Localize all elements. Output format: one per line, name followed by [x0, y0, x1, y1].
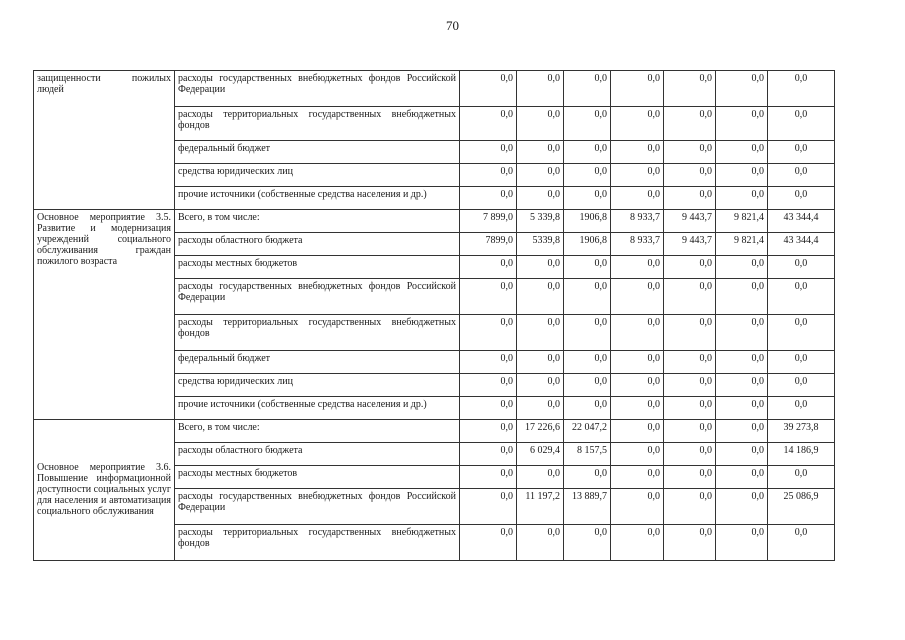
value-cell: 0,0: [664, 71, 716, 107]
value-cell: 0,0: [716, 466, 768, 489]
value-cell: 0,0: [517, 187, 564, 210]
value-cell: 0,0: [460, 141, 517, 164]
value-cell: 0,0: [564, 141, 611, 164]
source-cell: федеральный бюджет: [175, 351, 460, 374]
total-cell: 14 186,9: [768, 443, 835, 466]
total-cell: 0,0: [768, 374, 835, 397]
source-cell: расходы территориальных государственных внебюджетных фондов: [175, 107, 460, 141]
table-row: [34, 210, 835, 233]
value-cell: 0,0: [564, 279, 611, 315]
value-cell: 0,0: [716, 71, 768, 107]
value-cell: 0,0: [611, 164, 664, 187]
value-cell: 22 047,2: [564, 420, 611, 443]
value-cell: 0,0: [664, 397, 716, 420]
value-cell: 0,0: [517, 466, 564, 489]
value-cell: 0,0: [611, 443, 664, 466]
value-cell: 0,0: [460, 525, 517, 561]
value-cell: 0,0: [716, 164, 768, 187]
value-cell: 0,0: [611, 397, 664, 420]
value-cell: 0,0: [517, 107, 564, 141]
total-cell: 0,0: [768, 256, 835, 279]
value-cell: 0,0: [564, 466, 611, 489]
value-cell: 7899,0: [460, 233, 517, 256]
value-cell: 0,0: [611, 525, 664, 561]
value-cell: 8 933,7: [611, 233, 664, 256]
value-cell: 0,0: [716, 141, 768, 164]
total-cell: 0,0: [768, 279, 835, 315]
value-cell: 0,0: [460, 466, 517, 489]
value-cell: 0,0: [517, 141, 564, 164]
value-cell: 0,0: [664, 141, 716, 164]
value-cell: 0,0: [517, 279, 564, 315]
value-cell: 0,0: [664, 315, 716, 351]
value-cell: 17 226,6: [517, 420, 564, 443]
total-cell: 0,0: [768, 107, 835, 141]
total-cell: 0,0: [768, 164, 835, 187]
total-cell: 0,0: [768, 187, 835, 210]
value-cell: 0,0: [716, 374, 768, 397]
source-cell: прочие источники (собственные средства населения и др.): [175, 397, 460, 420]
value-cell: 0,0: [564, 315, 611, 351]
activity-cell: Основное мероприятие 3.5. Развитие и модернизация учреждений социального обслуживания граждан пожилого возраста: [34, 210, 175, 420]
value-cell: 0,0: [460, 420, 517, 443]
value-cell: 0,0: [716, 107, 768, 141]
value-cell: 0,0: [664, 374, 716, 397]
source-cell: расходы местных бюджетов: [175, 466, 460, 489]
value-cell: 0,0: [664, 525, 716, 561]
total-cell: 0,0: [768, 466, 835, 489]
value-cell: 0,0: [564, 71, 611, 107]
value-cell: 0,0: [517, 397, 564, 420]
total-cell: 0,0: [768, 351, 835, 374]
value-cell: 0,0: [517, 315, 564, 351]
value-cell: 0,0: [716, 279, 768, 315]
value-cell: 0,0: [664, 351, 716, 374]
value-cell: 0,0: [664, 107, 716, 141]
total-cell: 25 086,9: [768, 489, 835, 525]
total-cell: 43 344,4: [768, 233, 835, 256]
value-cell: 0,0: [716, 420, 768, 443]
value-cell: 0,0: [664, 256, 716, 279]
value-cell: 7 899,0: [460, 210, 517, 233]
value-cell: 8 933,7: [611, 210, 664, 233]
source-cell: расходы местных бюджетов: [175, 256, 460, 279]
value-cell: 0,0: [611, 466, 664, 489]
value-cell: 0,0: [611, 107, 664, 141]
value-cell: 9 821,4: [716, 233, 768, 256]
value-cell: 0,0: [716, 397, 768, 420]
value-cell: 0,0: [517, 351, 564, 374]
value-cell: 9 821,4: [716, 210, 768, 233]
total-cell: 39 273,8: [768, 420, 835, 443]
source-cell: расходы областного бюджета: [175, 233, 460, 256]
value-cell: 0,0: [716, 315, 768, 351]
value-cell: 0,0: [664, 443, 716, 466]
value-cell: 0,0: [664, 164, 716, 187]
value-cell: 0,0: [517, 164, 564, 187]
value-cell: 0,0: [716, 256, 768, 279]
activity-cell: Основное мероприятие 3.6. Повышение информационной доступности социальных услуг для населения и автоматизация социального обслуживания: [34, 420, 175, 561]
source-cell: расходы областного бюджета: [175, 443, 460, 466]
value-cell: 0,0: [664, 420, 716, 443]
value-cell: 0,0: [460, 489, 517, 525]
source-cell: расходы территориальных государственных внебюджетных фондов: [175, 315, 460, 351]
value-cell: 0,0: [664, 187, 716, 210]
value-cell: 0,0: [564, 374, 611, 397]
value-cell: 0,0: [564, 351, 611, 374]
total-cell: 0,0: [768, 315, 835, 351]
total-cell: 43 344,4: [768, 210, 835, 233]
value-cell: 0,0: [716, 187, 768, 210]
value-cell: 0,0: [611, 315, 664, 351]
value-cell: 1906,8: [564, 210, 611, 233]
value-cell: 0,0: [517, 525, 564, 561]
value-cell: 0,0: [611, 256, 664, 279]
value-cell: 0,0: [460, 315, 517, 351]
value-cell: 0,0: [460, 374, 517, 397]
value-cell: 0,0: [564, 397, 611, 420]
value-cell: 0,0: [564, 256, 611, 279]
source-cell: расходы государственных внебюджетных фондов Российской Федерации: [175, 489, 460, 525]
value-cell: 0,0: [664, 489, 716, 525]
value-cell: 0,0: [611, 351, 664, 374]
value-cell: 0,0: [611, 71, 664, 107]
source-cell: средства юридических лиц: [175, 374, 460, 397]
value-cell: 0,0: [460, 443, 517, 466]
source-cell: Всего, в том числе:: [175, 210, 460, 233]
value-cell: 0,0: [611, 187, 664, 210]
source-cell: расходы территориальных государственных внебюджетных фондов: [175, 525, 460, 561]
value-cell: 0,0: [460, 397, 517, 420]
value-cell: 0,0: [716, 351, 768, 374]
value-cell: 0,0: [611, 489, 664, 525]
total-cell: 0,0: [768, 141, 835, 164]
value-cell: 11 197,2: [517, 489, 564, 525]
value-cell: 0,0: [517, 256, 564, 279]
source-cell: прочие источники (собственные средства населения и др.): [175, 187, 460, 210]
value-cell: 0,0: [611, 374, 664, 397]
value-cell: 0,0: [611, 420, 664, 443]
table-row: [34, 71, 835, 107]
value-cell: 0,0: [664, 279, 716, 315]
table-row: [34, 420, 835, 443]
source-cell: средства юридических лиц: [175, 164, 460, 187]
value-cell: 0,0: [460, 279, 517, 315]
value-cell: 0,0: [716, 525, 768, 561]
value-cell: 0,0: [611, 279, 664, 315]
value-cell: 0,0: [664, 466, 716, 489]
value-cell: 0,0: [460, 351, 517, 374]
value-cell: 0,0: [460, 256, 517, 279]
value-cell: 0,0: [564, 525, 611, 561]
total-cell: 0,0: [768, 525, 835, 561]
value-cell: 0,0: [517, 374, 564, 397]
activity-cell: защищенности пожилых людей: [34, 71, 175, 210]
value-cell: 8 157,5: [564, 443, 611, 466]
value-cell: 0,0: [564, 187, 611, 210]
value-cell: 9 443,7: [664, 233, 716, 256]
value-cell: 6 029,4: [517, 443, 564, 466]
source-cell: расходы государственных внебюджетных фондов Российской Федерации: [175, 71, 460, 107]
total-cell: 0,0: [768, 71, 835, 107]
value-cell: 0,0: [716, 443, 768, 466]
value-cell: 0,0: [460, 71, 517, 107]
source-cell: Всего, в том числе:: [175, 420, 460, 443]
value-cell: 5339,8: [517, 233, 564, 256]
value-cell: 0,0: [460, 107, 517, 141]
value-cell: 1906,8: [564, 233, 611, 256]
source-cell: федеральный бюджет: [175, 141, 460, 164]
value-cell: 13 889,7: [564, 489, 611, 525]
value-cell: 0,0: [564, 164, 611, 187]
value-cell: 0,0: [564, 107, 611, 141]
value-cell: 0,0: [716, 489, 768, 525]
total-cell: 0,0: [768, 397, 835, 420]
budget-table: [33, 70, 835, 561]
value-cell: 0,0: [611, 141, 664, 164]
page-number: 70: [446, 18, 459, 33]
value-cell: 9 443,7: [664, 210, 716, 233]
value-cell: 5 339,8: [517, 210, 564, 233]
source-cell: расходы государственных внебюджетных фондов Российской Федерации: [175, 279, 460, 315]
value-cell: 0,0: [460, 187, 517, 210]
value-cell: 0,0: [460, 164, 517, 187]
value-cell: 0,0: [517, 71, 564, 107]
